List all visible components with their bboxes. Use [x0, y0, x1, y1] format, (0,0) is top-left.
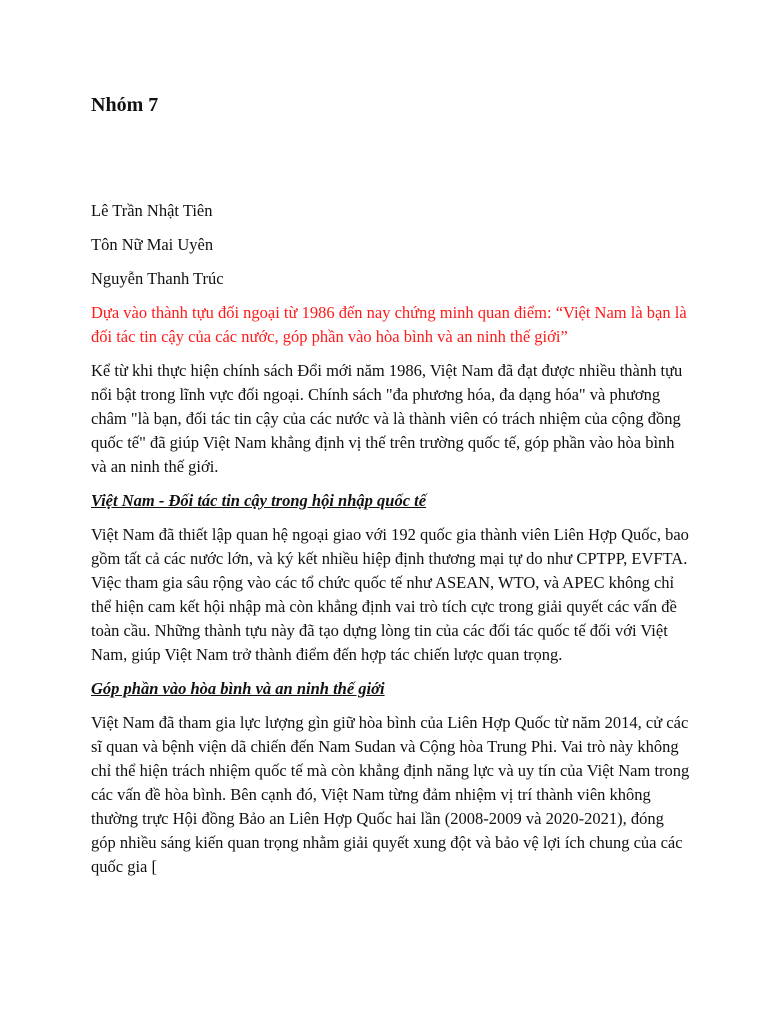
author-name: Nguyễn Thanh Trúc [91, 269, 224, 288]
author-name: Lê Trần Nhật Tiên [91, 201, 213, 220]
section-body-trusted-partner: Việt Nam đã thiết lập quan hệ ngoại giao với 192 quốc gia thành viên Liên Hợp Quốc, bao gồm tất cả các nước lớn, và ký kết nhiều hiệp định thương mại tự do như CPTPP, EVFTA. Việc tham gia sâu rộng vào các tổ chức quốc tế như ASEAN, WTO, và APEC không chỉ thể hiện cam kết hội nhập mà còn khẳng định vai trò tích cực trong giải quyết các vấn đề toàn cầu. Những thành tựu này đã tạo dựng lòng tin của các đối tác quốc tế đối với Việt Nam, giúp Việt Nam trở thành điểm đến hợp tác chiến lược quan trọng. [91, 525, 689, 664]
intro-paragraph: Kể từ khi thực hiện chính sách Đổi mới năm 1986, Việt Nam đã đạt được nhiều thành tựu nổi bật trong lĩnh vực đối ngoại. Chính sách "đa phương hóa, đa dạng hóa" và phương châm "là bạn, đối tác tin cậy của các nước và là thành viên có trách nhiệm của cộng đồng quốc tế" đã giúp Việt Nam khẳng định vị thế trên trường quốc tế, góp phần vào hòa bình và an ninh thế giới. [91, 361, 683, 476]
document-title: Nhóm 7 [91, 94, 159, 116]
essay-question: Dựa vào thành tựu đối ngoại từ 1986 đến nay chứng minh quan điểm: “Việt Nam là bạn là đối tác tin cậy của các nước, góp phần vào hòa bình và an ninh thế giới” [91, 303, 687, 346]
section-heading-trusted-partner: Việt Nam - Đối tác tin cậy trong hội nhập quốc tế [91, 491, 427, 510]
section-heading-peace-security: Góp phần vào hòa bình và an ninh thế giới [91, 679, 385, 698]
document-body [91, 199, 691, 889]
author-name: Tôn Nữ Mai Uyên [91, 235, 214, 254]
section-body-peace-security: Việt Nam đã tham gia lực lượng gìn giữ hòa bình của Liên Hợp Quốc từ năm 2014, cử các sĩ quan và bệnh viện dã chiến đến Nam Sudan và Cộng hòa Trung Phi. Vai trò này không chỉ thể hiện trách nhiệm quốc tế mà còn khẳng định năng lực và uy tín của Việt Nam trong các vấn đề hòa bình. Bên cạnh đó, Việt Nam từng đảm nhiệm vị trí thành viên không thường trực Hội đồng Bảo an Liên Hợp Quốc hai lần (2008-2009 và 2020-2021), đóng góp nhiều sáng kiến quan trọng nhằm giải quyết xung đột và bảo vệ lợi ích chung của các quốc gia [ [91, 713, 690, 876]
